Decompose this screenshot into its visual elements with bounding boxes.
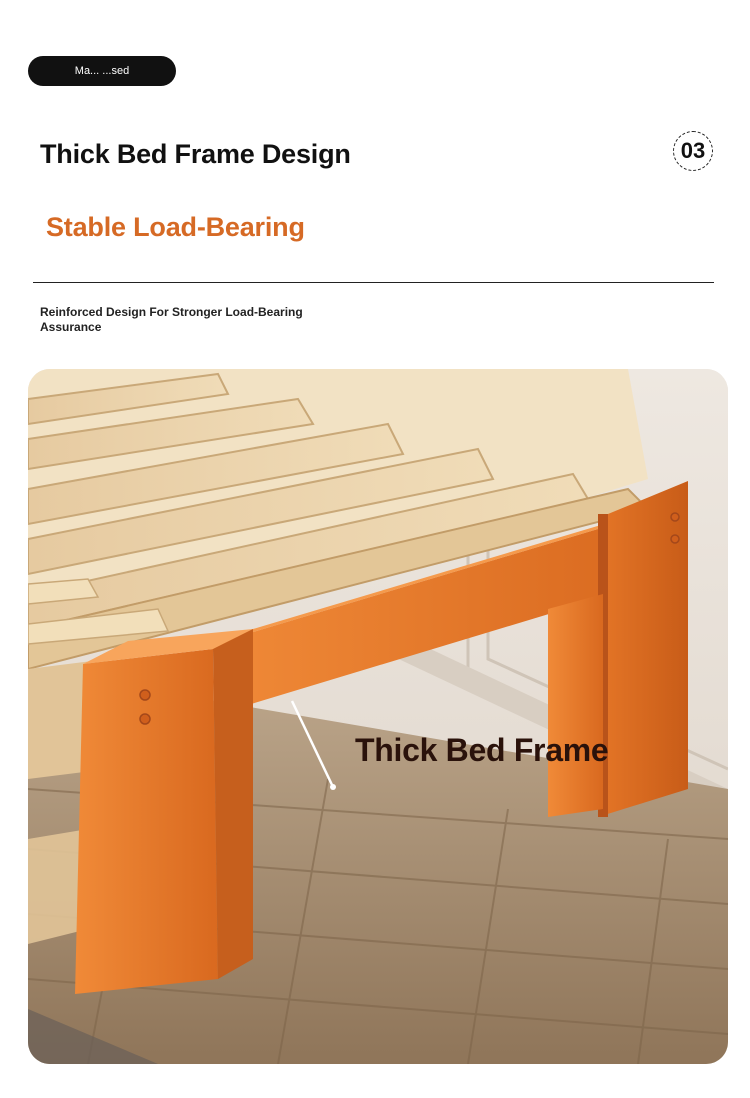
product-image bbox=[28, 369, 728, 1064]
bed-frame-illustration bbox=[28, 369, 728, 1064]
step-number-badge: 03 bbox=[673, 131, 713, 171]
divider bbox=[33, 282, 714, 283]
page-title: Thick Bed Frame Design bbox=[40, 139, 351, 169]
feature-badge bbox=[28, 56, 176, 86]
feature-description: Reinforced Design For Stronger Load-Bearing Assurance bbox=[40, 305, 303, 334]
page-subtitle: Stable Load-Bearing bbox=[46, 212, 305, 242]
feature-badge-label: Ma... ...sed bbox=[74, 65, 130, 77]
image-callout-label: Thick Bed Frame bbox=[355, 732, 609, 768]
